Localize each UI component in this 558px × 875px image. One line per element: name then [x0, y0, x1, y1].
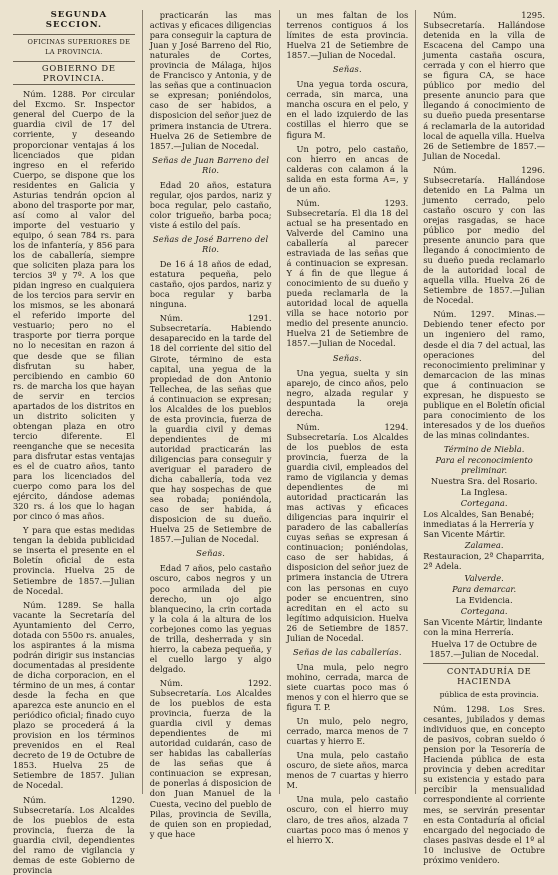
notice-1295: Núm. 1295. Subsecretaría. Hallándose detenida en la villa de Escacena del Campo una jumenta castaña oscura, cerrada y con el hierro que se figura CA, se hace público por medio del presente anuncio para que llegando á conocimiento de su dueño pueda presentarse á reclamarla de la autoridad local de aquella villa. Huelva 26 de Setiembre de 1857.—Julian de Nocedal.	[423, 10, 545, 161]
notice-1297: Núm. 1297. Minas.—Debiendo tener efecto por un ingeniero del ramo, desde el dia 7 del actual, las operaciones del reconocimiento preliminar y demarcacion de las minas que á continuacion se expresan, he dispuesto se publique en el Boletín oficial para conocimiento de los interesados y de los dueños de las minas colindantes.	[423, 309, 545, 440]
mine-name: Nuestra Sra. del Rosario.	[430, 476, 538, 487]
descriptor-heading: Señas.	[196, 548, 226, 559]
descriptor-heading: Señas de las caballerías.	[293, 646, 402, 657]
descriptor-heading: Señas.	[332, 352, 362, 363]
notice-1297-closing: Huelva 17 de Octubre de 1857.—Julian de Nocedal.	[429, 638, 539, 659]
contaduria-subheading: pública de esta provincia.	[439, 690, 539, 699]
mine-term: Término de Niebla.	[443, 443, 525, 454]
columns	[6, 10, 552, 875]
mine-term: Cortegana.	[460, 605, 508, 616]
mine-name: Restauracion, 2ª Chaparrita, 2ª Adela.	[423, 551, 545, 572]
notice-1289: Núm. 1289. Se halla vacante la Secretaría del Ayuntamiento del Cerro, dotada con 550o rs. anuales, los aspirantes á la misma podrán dirigir sus instancias documentadas al presidente de dicha corporacion, en el término de un mes, á contar desde la fecha en que aparezca este anuncio en el periódico oficial; finado cuyo plazo se procederá á la provision en los términos prevenidos en el Real decreto de 19 de Octubre de 1853. Huelva 25 de Setiembre de 1857. Julian de Nocedal.	[13, 599, 135, 791]
notice-1288-closing: Y para que estas medidas tengan la debida publicidad se inserta el presente en el Boletín oficial de esta provincia. Huelva 25 de Setiembre de 1857.—Julian de Nocedal.	[13, 525, 135, 596]
mine-term: Valverde.	[464, 572, 504, 583]
mine-operation: Para el reconocimiento preliminar.	[435, 455, 533, 476]
notice-1293: Núm. 1293. Subsecretaría. El dia 18 del actual se ha presentado en Valverde del Camino una caballería al parecer estraviada de las señas que á continuacion se expresan. Y á fin de que llegue á conocimiento de su dueño y pueda reclamarla de la autoridad local de aquella villa se hace notorio por medio del presente anuncio. Huelva 21 de Setiembre de 1857.—Julian de Nocedal.	[286, 197, 409, 349]
notice-1291: Núm. 1291. Subsecretaría. Habiendo desaparecido en la tarde del 18 del corriente del sitio del Girote, término de esta capital, una yegua de la propiedad de don Antonio Tellechea, de las señas que á continuacion se expresan; los Alcaldes de los pueblos de esta provincia, fuerza de la guardia civil y demas dependientes de mi autoridad practicarán las diligencias para conseguir y averiguar el paradero de dicha caballería, toda vez que hay sospechas de que sea robada; poniéndola, caso de ser habida, á disposicion de su dueño. Huelva 25 de Setiembre de 1857.—Julian de Nocedal.	[149, 313, 272, 545]
descriptor-text: Edad 20 años, estatura regular, ojos pardos, nariz y boca regular, pelo castaño, color trigueño, barba poca; viste á estilo del país.	[149, 179, 272, 230]
descriptor-text: Una mula, pelo castaño oscuro, de siete años, marca menos de 7 cuartas y hierro M.	[286, 750, 409, 791]
descriptor-heading: Señas de Juan Barreno del Rio.	[152, 154, 270, 175]
mine-name: La Evidencia.	[455, 594, 513, 605]
descriptor-text: Una mula, pelo castaño oscuro, con el hierro muy claro, de tres años, alzada 7 cuartas poco mas ó menos y el hierro X.	[286, 794, 409, 845]
descriptor-text: Un potro, pelo castaño, con hierro en ancas de calderas con calamon á la salida en esta forma A=, y de un año.	[286, 143, 409, 194]
column-4	[415, 10, 552, 865]
column-3	[279, 10, 416, 845]
descriptor-text: Una yegua, suelta y sin aparejo, de cinco años, pelo negro, alzada regular y despuntada la oreja derecha.	[286, 367, 409, 418]
notice-1296: Núm. 1296. Subsecretaría. Hallándose detenido en La Palma un jumento cerrado, pelo castaño oscuro y con las orejas rasgadas, se hace público por medio del presente anuncio para que llegando á conocimiento de su dueño pueda reclamarlo de la autoridad local de aquella villa. Huelva 26 de Setiembre de 1857.—Julian de Nocedal.	[423, 164, 545, 306]
notice-1290: Núm. 1290. Subsecretaría. Los Alcaldes de los pueblos de esta provincia, fuerza de la guardia civil, dependientes del ramo de vigilancia y demas de este Gobierno de provincia	[13, 794, 135, 875]
descriptor-text: Una yegua torda oscura, cerrada, sin marca, una mancha oscura en el pelo, y en el lado izquierdo de las costillas el hierro que se figura M.	[286, 79, 409, 140]
notice-1290-cont: practicarán las mas activas y eficaces diligencias para conseguir la captura de Juan y José Barreno del Rio, naturales de Cortes, provincia de Málaga, hijos de Francisco y Antonia, y de las señas que a continuacion se expresan; poniéndolos, caso de ser habidos, a disposicion del señor juez de primera instancia de Utrera. Huelva 26 de Setiembre de 1857.—Julian de Nocedal.	[149, 10, 272, 151]
contaduria-heading: CONTADURÍA DE HACIENDA	[423, 663, 545, 686]
mine-term: Cortegana.	[460, 498, 508, 509]
descriptor-heading: Señas.	[332, 64, 362, 75]
mine-name: La Inglesa.	[460, 487, 508, 498]
section-subheading: OFICINAS SUPERIORES DE LA PROVINCIA.	[13, 34, 135, 57]
notice-1294: Núm. 1294. Subsecretaría. Los Alcaldes de los pueblos de esta provincia, fuerza de la guardia civil, empleados del ramo de vigilancia y demas dependientes de mi autoridad practicarán las mas activas y eficaces diligencias para inquirir el paradero de las caballerías cuyas señas se expresan á continuacion; poniéndolas, caso de ser habidas, á disposicion del señor juez de primera instancia de Utrera con las personas en cuyo poder se encuentren, sino acreditan en el acto su legítimo adquisicion. Huelva 26 de Setiembre de 1857. Julian de Nocedal.	[286, 421, 409, 643]
mine-name: Los Alcaldes, San Benabé; inmediatas á la Herrería y San Vicente Mártir.	[423, 509, 535, 540]
column-2	[142, 10, 279, 839]
descriptor-heading: Señas de José Barreno del Rio.	[152, 233, 269, 255]
notice-1288: Núm. 1288. Por circular del Excmo. Sr. Inspector general del Cuerpo de la guardia civil de 17 del corriente, y deseando proporcionar ventajas á los licenciados que pidan ingreso en el referido Cuerpo, se dispone que los residentes en Galicia y Asturias tendrán opcion al abono del trasporte por mar, así como al valor del importe del vestuario y equipo, ó sean 784 rs. para los de infantería, y 856 para los de caballería, siempre que soliciten plaza para los tercios 3º y 7º. A los que pidan ingreso en cualquiera de los tercios para servir en los mismos, se les abonará el referido importe del vestuario; pero no el trasporte por tierra porque no lo necesitan en razon á que desde que se filian disfrutan su haber, percibiendo en cambio 60 rs. de marcha los que hayan de servir en tercios apartados de los distritos en un distrito soliciten y obtengan plaza en otro tercio diferente. El reenganche que se necesita para disfrutar estas ventajas es el de cuatro años, tanto para los licenciados del cuerpo como para los del ejército, dándose ademas 320 rs. á los que lo hagan por cinco ó mas años.	[13, 89, 135, 522]
department-heading: GOBIERNO DE PROVINCIA.	[13, 61, 135, 85]
column-1	[6, 10, 142, 875]
notice-1298: Núm. 1298. Los Sres. cesantes, jubilados y demas individuos que, en concepto de pasivos, cobran sueldo ó pension por la Tesorería de Hacienda pública de esta provincia y deben acreditar su existencia y estado para percibir la mensualidad correspondiente al corriente mes, se servirán presentar en esta Contaduría al oficial encargado del negociado de clases pasivas desde el 1º al 10 inclusive de Octubre próximo venidero.	[423, 704, 545, 865]
descriptor-text: Una mula, pelo negro mohino, cerrada, marca de siete cuartas poco mas ó menos y con el hierro que se figura T. P.	[286, 661, 409, 713]
mine-operation: Para demarcar.	[452, 583, 517, 594]
descriptor-text: De 16 á 18 años de edad, estatura pequeña, pelo castaño, ojos pardos, nariz y boca regular y barba ninguna.	[149, 259, 272, 310]
notice-1292-cont: un mes faltan de los terrenos contiguos á los límites de esta provincia. Huelva 21 de Setiembre de 1857.—Julian de Nocedal.	[286, 10, 409, 61]
section-heading: SEGUNDA SECCION.	[45, 10, 108, 31]
mine-name: San Vicente Mártir, lindante con la mina Herrería.	[423, 616, 543, 637]
mine-term: Zalamea.	[464, 540, 504, 551]
descriptor-text: Un mulo, pelo negro, cerrado, marca menos de 7 cuartas y hierro E.	[286, 716, 409, 747]
descriptor-text: Edad 7 años, pelo castaño oscuro, cabos negros y un poco armilada del pie derecho, un ojo algo blanquecino, la crin cortada y la cola á la altura de los corbejones como las yeguas de trilla, desherrada y sin hierro, la cabeza pequeña, y el cuello largo y algo delgado.	[149, 563, 272, 674]
notice-1292: Núm. 1292. Subsecretaría. Los Alcaldes de los pueblos de esta provincia, fuerza de la guardia civil y demas dependientes de mi autoridad cuidarán, caso de ser habidas las caballerías de las señas que á continuacion se expresan, de ponerlas á disposicion de don Juan Manuel de la Cuesta, vecino del pueblo de Pilas, provincia de Sevilla, de quien son en propiedad, y que hace	[149, 677, 272, 839]
